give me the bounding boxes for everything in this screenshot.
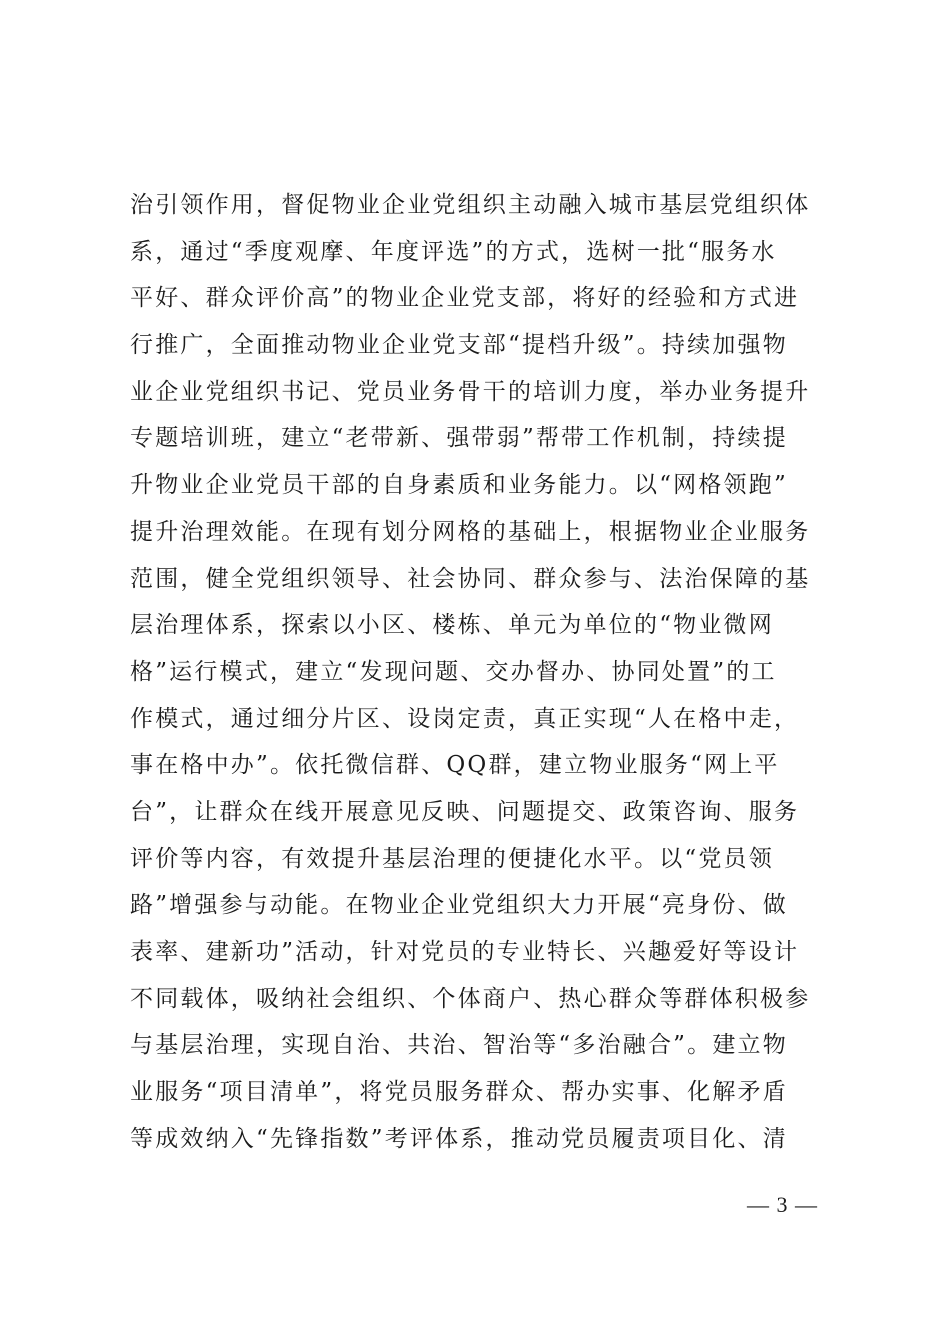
text-line: 与基层治理，实现自治、共治、智治等“多治融合”。建立物 [130,1032,788,1059]
text-line: 路”增强参与动能。在物业企业党组织大力开展“亮身份、做 [130,892,788,919]
body-paragraph [130,182,820,1162]
text-line: 行推广，全面推动物业企业党支部“提档升级”。持续加强物 [130,332,788,359]
text-line: 提升治理效能。在现有划分网格的基础上，根据物业企业服务 [130,518,811,545]
text-line: 业服务“项目清单”，将党员服务群众、帮办实事、化解矛盾 [130,1079,788,1106]
text-line: 系，通过“季度观摩、年度评选”的方式，选树一批“服务水 [130,238,777,265]
text-line: 升物业企业党员干部的自身素质和业务能力。以“网格领跑” [130,472,788,499]
page-number: — 3 — [747,1192,818,1217]
text-line: 作模式，通过细分片区、设岗定责，真正实现“人在格中走， [130,705,800,732]
text-line: 不同载体，吸纳社会组织、个体商户、热心群众等群体积极参 [130,985,811,1012]
text-line: 业企业党组织书记、党员业务骨干的培训力度，举办业务提升 [130,378,811,405]
text-line: 事在格中办”。依托微信群、QQ群，建立物业服务“网上平 [130,752,780,779]
text-line: 台”，让群众在线开展意见反映、问题提交、政策咨询、服务 [130,798,800,825]
text-line: 范围，健全党组织领导、社会协同、群众参与、法治保障的基 [130,565,811,592]
text-line: 层治理体系，探索以小区、楼栋、单元为单位的“物业微网 [130,612,774,639]
text-line: 评价等内容，有效提升基层治理的便捷化水平。以“党员领 [130,845,774,872]
text-line: 平好、群众评价高”的物业企业党支部，将好的经验和方式进 [130,285,800,312]
text-line: 治引领作用，督促物业企业党组织主动融入城市基层党组织体 [130,192,811,218]
text-line: 表率、建新功”活动，针对党员的专业特长、兴趣爱好等设计 [130,939,800,965]
text-line: 格”运行模式，建立“发现问题、交办督办、协同处置”的工 [130,658,777,685]
text-line: 等成效纳入“先锋指数”考评体系，推动党员履责项目化、清 [130,1125,788,1152]
text-line: 专题培训班，建立“老带新、强带弱”帮带工作机制，持续提 [130,425,788,452]
